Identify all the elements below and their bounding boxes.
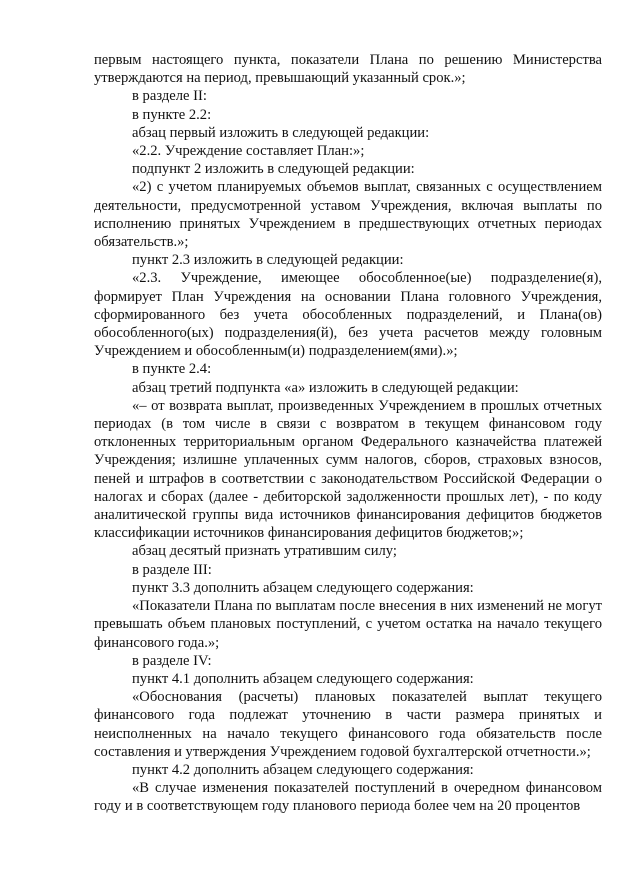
paragraph: пункт 2.3 изложить в следующей редакции:	[132, 252, 404, 269]
paragraph: абзац третий подпункта «а» изложить в следующей редакции:	[132, 379, 519, 396]
paragraph: «2) с учетом планируемых объемов выплат, связанных с осуществлением деятельности, предусмотренной уставом Учреждения, включая выплаты по исполнению принятых Учреждением в предшествующих отчетных периодах обязательств.»;	[94, 179, 602, 251]
paragraph: пункт 4.1 дополнить абзацем следующего содержания:	[132, 670, 474, 687]
paragraph: в пункте 2.2:	[132, 106, 212, 123]
paragraph: в разделе III:	[132, 561, 212, 578]
paragraph: в разделе II:	[132, 88, 207, 105]
paragraph: подпункт 2 изложить в следующей редакции:	[132, 161, 415, 178]
paragraph: «2.3. Учреждение, имеющее обособленное(ые) подразделение(я), формирует План Учреждения на основании Плана головного Учреждения, сформированного без учета обособленных подразделений, и Плана(ов) обособленного(ых) подразделения(й), без учета расчетов между головным Учреждением и обособленным(и) подразделением(ями).»;	[94, 270, 602, 360]
paragraph: абзац первый изложить в следующей редакции:	[132, 124, 430, 141]
paragraph: «В случае изменения показателей поступлений в очередном финансовом году и в соответствующем году планового периода более чем на 20 процентов	[94, 780, 602, 815]
paragraph: «Показатели Плана по выплатам после внесения в них изменений не могут превышать объем плановых поступлений, с учетом остатка на начало текущего финансового года.»;	[94, 598, 602, 651]
paragraph: «– от возврата выплат, произведенных Учреждением в прошлых отчетных периодах (в том числе в связи с возвратом в текущем финансовом году отклоненных территориальным органом Федерального казначейства платежей Учреждения; излишне уплаченных сумм налогов, сборов, страховых взносов, пеней и штрафов в соответствии с законодательством Российской Федерации о налогах и сборах (далее - дебиторской задолженности прошлых лет), - по коду аналитической группы вида источников финансирования дефицитов бюджетов классификации источников финансирования дефицитов бюджетов;»;	[94, 397, 602, 542]
paragraph: пункт 4.2 дополнить абзацем следующего содержания:	[132, 761, 474, 778]
paragraph: абзац десятый признать утратившим силу;	[132, 543, 397, 560]
paragraph: пункт 3.3 дополнить абзацем следующего содержания:	[132, 579, 474, 596]
document-body	[94, 51, 602, 816]
paragraph: в пункте 2.4:	[132, 361, 212, 378]
paragraph: «2.2. Учреждение составляет План:»;	[132, 143, 365, 160]
paragraph: «Обоснования (расчеты) плановых показателей выплат текущего финансового года подлежат уточнению в части размера принятых и неисполненных на начало текущего финансового года обязательств после составления и утверждения Учреждением годовой бухгалтерской отчетности.»;	[94, 689, 602, 760]
paragraph: в разделе IV:	[132, 652, 212, 669]
paragraph: первым настоящего пункта, показатели Плана по решению Министерства утверждаются на период, превышающий указанный срок.»;	[94, 52, 602, 87]
